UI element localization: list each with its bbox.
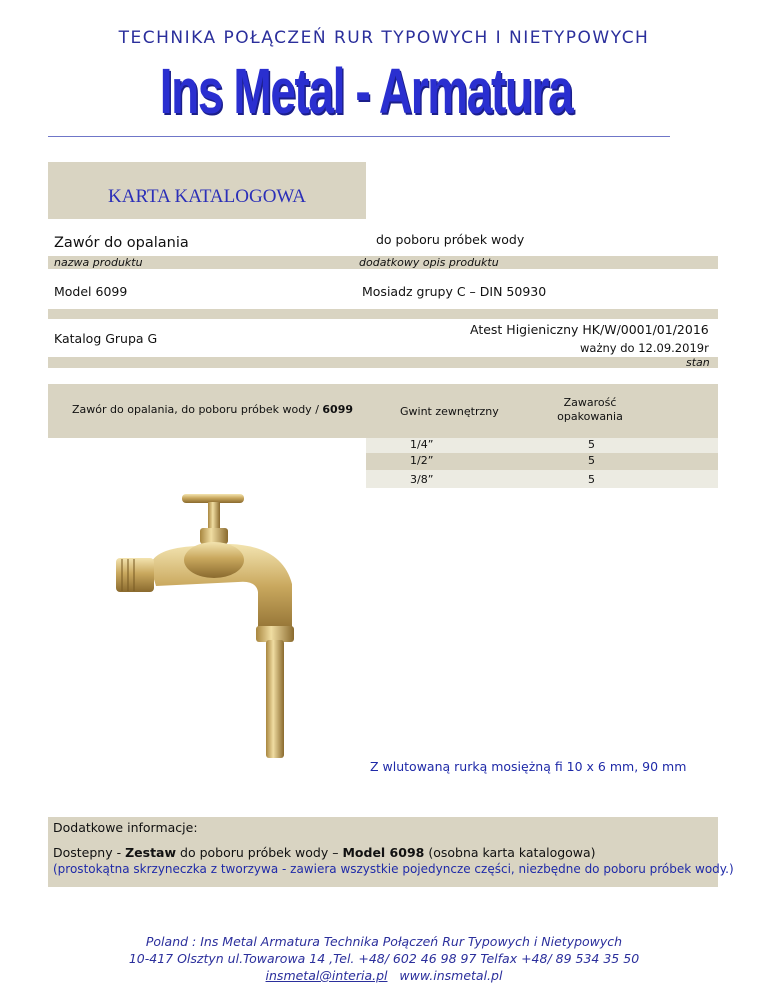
separator-band — [48, 309, 718, 319]
row-thread: 1/4” — [410, 438, 434, 451]
state-label: stan — [686, 356, 710, 369]
table-product-cell — [72, 403, 353, 416]
footer-company: Poland : Ins Metal Armatura Technika Połączeń Rur Typowych i Nietypowych — [145, 934, 623, 949]
row-pack: 5 — [588, 438, 595, 451]
row-pack: 5 — [588, 454, 595, 467]
catalog-group: Katalog Grupa G — [54, 331, 158, 346]
col-pack-header — [540, 396, 640, 424]
row-thread: 3/8” — [410, 473, 434, 486]
brand-logo: Ins Metal - Armatura — [159, 55, 573, 127]
extra-description: do poboru próbek wody — [376, 232, 525, 247]
product-name-label: nazwa produktu — [54, 256, 143, 269]
footer-website[interactable]: www.insmetal.pl — [399, 968, 503, 983]
info-line1-mid: do poboru próbek wody – — [176, 845, 343, 860]
info-line1-pre: Dostepny - — [53, 845, 126, 860]
header-tagline: TECHNIKA POŁĄCZEŃ RUR TYPOWYCH I NIETYPOWYCH — [118, 28, 650, 48]
hygiene-certificate: Atest Higieniczny HK/W/0001/01/2016 — [470, 322, 709, 337]
info-set-name: Zestaw — [125, 845, 177, 860]
footer-address: 10-417 Olsztyn ul.Towarowa 14 ,Tel. +48/ 602 46 98 97 Telfax +48/ 89 534 35 50 — [128, 951, 640, 966]
row-pack: 5 — [588, 473, 595, 486]
material-spec: Mosiadz grupy C – DIN 50930 — [362, 284, 547, 299]
col-pack-line1: Zawarość — [563, 396, 617, 409]
table-row — [366, 470, 718, 488]
product-name: Zawór do opalania — [54, 235, 189, 251]
image-caption: Z wlutowaną rurką mosiężną fi 10 x 6 mm, 90 mm — [370, 759, 687, 774]
footer-email-link[interactable]: insmetal@interia.pl — [265, 968, 388, 983]
table-product-desc: Zawór do opalania, do poboru próbek wody / — [72, 403, 323, 416]
state-band — [48, 357, 718, 368]
product-image — [110, 488, 310, 768]
model-number: Model 6099 — [54, 284, 128, 299]
col-pack-line2: opakowania — [557, 410, 623, 423]
table-product-model: 6099 — [322, 403, 354, 416]
card-title: KARTA KATALOGOWA — [108, 186, 306, 207]
info-heading: Dodatkowe informacje: — [53, 820, 198, 835]
extra-description-label: dodatkowy opis produktu — [359, 256, 499, 269]
table-row — [366, 438, 718, 453]
header-divider — [48, 136, 670, 137]
certificate-validity: ważny do 12.09.2019r — [580, 341, 709, 355]
footer-contact — [0, 968, 768, 983]
info-line1 — [53, 845, 596, 860]
col-thread-header: Gwint zewnętrzny — [400, 405, 499, 418]
info-line1-post: (osobna karta katalogowa) — [424, 845, 596, 860]
info-line2: (prostokątna skrzyneczka z tworzywa - zawiera wszystkie pojedyncze części, niezbędne do poboru próbek wody.) — [53, 862, 734, 876]
table-row — [366, 453, 718, 470]
row-thread: 1/2” — [410, 454, 434, 467]
info-model: Model 6098 — [342, 845, 425, 860]
